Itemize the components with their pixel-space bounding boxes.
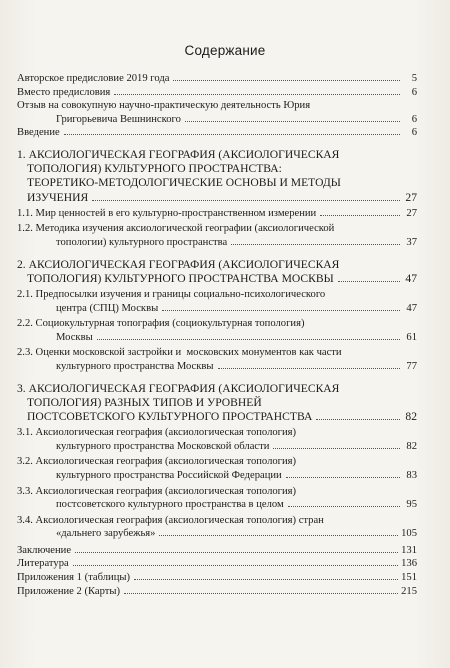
table-of-contents <box>17 72 417 598</box>
toc-entry-text: 2. АКСИОЛОГИЧЕСКАЯ ГЕОГРАФИЯ (АКСИОЛОГИЧЕСКАЯ <box>17 257 340 271</box>
toc-page-number: 83 <box>406 469 417 481</box>
toc-entry-text: 1.2. Методика изучения аксиологической географии (аксиологической <box>17 223 335 235</box>
dot-leader <box>92 199 400 201</box>
toc-page-number: 151 <box>401 572 417 584</box>
toc-entry-text: Москвы <box>56 331 93 343</box>
dot-leader <box>231 243 400 245</box>
toc-chapter <box>17 382 417 425</box>
dot-leader <box>134 578 398 580</box>
toc-page-number: 77 <box>406 360 417 372</box>
toc-entry <box>17 222 417 249</box>
toc-page-number: 27 <box>405 190 417 204</box>
dot-leader <box>185 120 400 122</box>
toc-entry-text: 3.2. Аксиологическая география (аксиологическая топология) <box>17 456 297 468</box>
dot-leader <box>162 309 400 311</box>
toc-entry-text: 2.1. Предпосылки изучения и границы социально-психологического <box>17 288 326 300</box>
toc-page-number: 105 <box>401 528 417 540</box>
toc-entry-text: 2.3. Оценки московской застройки и московских монументов как части <box>17 347 342 359</box>
dot-leader <box>273 447 400 449</box>
dot-leader <box>75 551 398 553</box>
toc-entry-text: ТОПОЛОГИЯ) КУЛЬТУРНОГО ПРОСТРАНСТВА: <box>27 162 282 176</box>
toc-entry-text: 1.1. Мир ценностей в его культурно-пространственном измерении <box>17 207 317 219</box>
toc-entry-text: культурного пространства Российской Федерации <box>56 469 282 481</box>
dot-leader <box>159 534 398 536</box>
toc-entry <box>17 99 417 126</box>
dot-leader <box>73 564 398 566</box>
toc-entry <box>17 544 417 558</box>
dot-leader <box>320 214 400 216</box>
toc-entry <box>17 72 417 86</box>
toc-entry-text: центра (СПЦ) Москвы <box>56 302 159 314</box>
toc-page-number: 5 <box>411 73 417 84</box>
toc-entry-text: Литература <box>17 558 69 570</box>
toc-page-number: 82 <box>406 440 417 452</box>
page-title: Содержание <box>184 43 266 58</box>
toc-entry-text: ТОПОЛОГИЯ) РАЗНЫХ ТИПОВ И УРОВНЕЙ <box>27 395 262 409</box>
toc-entry-text: культурного пространства Московской области <box>56 440 270 452</box>
toc-page-number: 82 <box>405 409 417 423</box>
toc-page-number: 6 <box>411 86 417 98</box>
toc-entry <box>17 288 417 315</box>
toc-entry <box>17 455 417 482</box>
toc-entry-text: «дальнего зарубежья» <box>56 528 156 540</box>
toc-page-number: 95 <box>406 499 417 511</box>
toc-entry-text: топологии) культурного пространства <box>56 236 228 248</box>
toc-entry-text: Авторское предисловие 2019 года <box>17 73 170 84</box>
toc-entry <box>17 514 417 541</box>
toc-entry-text: Отзыв на совокупную научно-практическую деятельность Юрия <box>17 100 311 112</box>
toc-entry <box>17 317 417 344</box>
toc-entry <box>17 485 417 512</box>
toc-entry-text: Приложения 1 (таблицы) <box>17 572 131 584</box>
toc-page-number: 215 <box>401 585 417 597</box>
toc-entry-text: Вместо предисловия <box>17 86 111 98</box>
toc-entry-text: Приложение 2 (Карты) <box>17 585 121 597</box>
toc-page-number: 27 <box>406 207 417 219</box>
toc-page-number: 136 <box>401 558 417 570</box>
toc-entry-text: ТОПОЛОГИЯ) КУЛЬТУРНОГО ПРОСТРАНСТВА МОСКВЫ <box>27 271 334 285</box>
toc-entry <box>17 126 417 140</box>
dot-leader <box>218 367 400 369</box>
toc-page-number: 61 <box>406 331 417 343</box>
dot-leader <box>288 505 400 507</box>
toc-entry-text: Введение <box>17 127 60 139</box>
toc-entry-text: постсоветского культурного пространства в целом <box>56 499 284 511</box>
toc-entry-text: 2.2. Социокультурная топография (социокультурная топология) <box>17 318 305 330</box>
toc-entry-text: 3.1. Аксиологическая география (аксиологическая топология) <box>17 427 297 439</box>
toc-entry-text: 3.3. Аксиологическая география (аксиологическая топология) <box>17 485 297 497</box>
toc-entry-text: ТЕОРЕТИКО-МЕТОДОЛОГИЧЕСКИЕ ОСНОВЫ И МЕТОДЫ <box>27 176 341 190</box>
dot-leader <box>338 280 400 282</box>
dot-leader <box>124 592 398 594</box>
dot-leader <box>173 79 400 81</box>
toc-page-number: 6 <box>411 127 417 139</box>
toc-entry <box>17 426 417 453</box>
toc-entry-text: Григорьевича Вешнинского <box>56 113 181 125</box>
dot-leader <box>114 93 400 95</box>
toc-entry <box>17 557 417 571</box>
toc-entry-text: 1. АКСИОЛОГИЧЕСКАЯ ГЕОГРАФИЯ (АКСИОЛОГИЧЕСКАЯ <box>17 147 340 161</box>
dot-leader <box>316 418 400 420</box>
toc-chapter <box>17 148 417 205</box>
toc-entry-text: ПОСТСОВЕТСКОГО КУЛЬТУРНОГО ПРОСТРАНСТВА <box>27 409 313 423</box>
toc-entry <box>17 207 417 221</box>
dot-leader <box>64 133 400 135</box>
toc-entry <box>17 86 417 100</box>
toc-entry <box>17 571 417 585</box>
toc-page-number: 6 <box>411 113 417 125</box>
toc-page-number: 47 <box>406 302 417 314</box>
toc-page-number: 131 <box>401 544 417 556</box>
toc-page-number: 47 <box>405 271 417 285</box>
toc-entry-text: культурного пространства Москвы <box>56 360 214 372</box>
toc-entry-text: ИЗУЧЕНИЯ <box>27 190 89 204</box>
toc-entry-text: 3. АКСИОЛОГИЧЕСКАЯ ГЕОГРАФИЯ (АКСИОЛОГИЧЕСКАЯ <box>17 381 340 395</box>
toc-entry-text: 3.4. Аксиологическая география (аксиологическая топология) стран <box>17 514 324 526</box>
toc-entry <box>17 585 417 599</box>
toc-entry <box>17 346 417 373</box>
toc-entry-text: Заключение <box>17 544 72 556</box>
dot-leader <box>97 338 400 340</box>
dot-leader <box>286 476 400 478</box>
toc-chapter <box>17 258 417 286</box>
toc-page-number: 37 <box>406 236 417 248</box>
